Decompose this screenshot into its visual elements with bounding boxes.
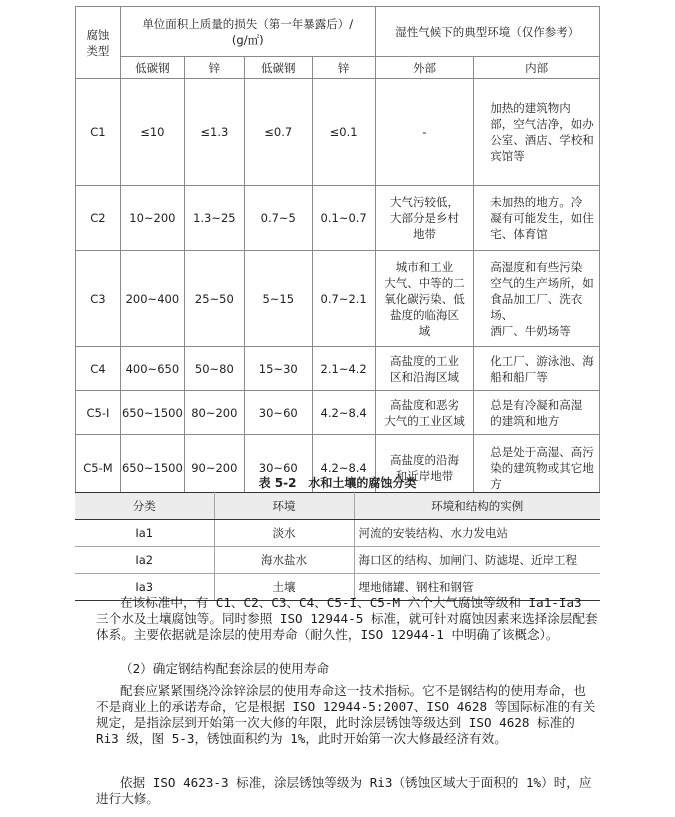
value-cell: 400~650 xyxy=(120,347,184,391)
value-cell: 50~80 xyxy=(184,347,244,391)
table-header-row xyxy=(75,493,600,520)
water-soil-corrosion-table xyxy=(75,492,600,601)
value-cell: ≤1.3 xyxy=(184,79,244,186)
type-cell: C5-M xyxy=(76,435,121,501)
inner-env-cell: 加热的建筑物内 部，空气洁净，如办 公室、酒店、学校和 宾馆等 xyxy=(474,79,600,186)
outer-env-cell: - xyxy=(375,79,474,186)
type-cell: C2 xyxy=(76,186,121,251)
paragraph: 在该标准中，有 C1、C2、C3、C4、C5-I、C5-M 六个大气腐蚀等级和 Ia1-Ia3 三个水及土壤腐蚀等。同时参照 ISO 12944-5 标准，就可针对腐蚀因素来选择涂层配套体系。主要依据就是涂层的使用寿命（耐久性，ISO 12944-1 中明确了该概念）。 xyxy=(96,595,598,642)
inner-env-cell: 高湿度和有些污染 空气的生产场所，如 食品加工厂、洗衣场、 酒厂、牛奶场等 xyxy=(474,251,600,347)
value-cell: 10~200 xyxy=(120,186,184,251)
type-cell: C4 xyxy=(76,347,121,391)
value-cell: 4.2~8.4 xyxy=(312,435,375,501)
value-cell: ≤0.7 xyxy=(244,79,312,186)
value-cell: 30~60 xyxy=(244,435,312,501)
value-cell: ≤0.1 xyxy=(312,79,375,186)
table-row xyxy=(76,347,600,391)
example-cell: 海口区的结构、加闸门、防滤堤、近岸工程 xyxy=(354,547,600,574)
subheader-cell: 锌 xyxy=(312,57,375,79)
table-row xyxy=(76,391,600,435)
column-header: 环境 xyxy=(214,493,354,520)
outer-env-cell: 城市和工业 大气、中等的二 氧化碳污染、低 盐度的临海区 域 xyxy=(375,251,474,347)
table-caption: 表 5-2 水和土壤的腐蚀分类 xyxy=(258,476,417,490)
subheader-cell: 外部 xyxy=(375,57,474,79)
table-row xyxy=(75,547,600,574)
table-row xyxy=(76,186,600,251)
value-cell: 15~30 xyxy=(244,347,312,391)
example-cell: 埋地储罐、钢柱和钢管 xyxy=(354,574,600,601)
subheader-cell: 低碳钢 xyxy=(120,57,184,79)
outer-env-cell: 高盐度的工业 区和沿海区域 xyxy=(375,347,474,391)
value-cell: 1.3~25 xyxy=(184,186,244,251)
type-cell: C1 xyxy=(76,79,121,186)
example-cell: 河流的安装结构、水力发电站 xyxy=(354,520,600,547)
class-cell: Ia3 xyxy=(75,574,214,601)
subheader-cell: 内部 xyxy=(474,57,600,79)
outer-env-cell: 高盐度的沿海 和近岸地带 xyxy=(375,435,474,501)
value-cell: 80~200 xyxy=(184,391,244,435)
environment-cell: 淡水 xyxy=(214,520,354,547)
value-cell: 200~400 xyxy=(120,251,184,347)
typical-environment-header: 湿性气候下的典型环境（仅作参考） xyxy=(375,7,599,57)
environment-cell: 海水盐水 xyxy=(214,547,354,574)
inner-env-cell: 总是处于高湿、高污 染的建筑物或其它地 方 xyxy=(474,435,600,501)
inner-env-cell: 化工厂、游泳池、海 船和船厂等 xyxy=(474,347,600,391)
table-row xyxy=(76,251,600,347)
value-cell: 5~15 xyxy=(244,251,312,347)
value-cell: 30~60 xyxy=(244,391,312,435)
inner-env-cell: 未加热的地方。冷 凝有可能发生，如住 宅、体育馆 xyxy=(474,186,600,251)
table-row xyxy=(76,79,600,186)
type-cell: C5-I xyxy=(76,391,121,435)
table-row xyxy=(75,520,600,547)
value-cell: 90~200 xyxy=(184,435,244,501)
value-cell: 650~1500 xyxy=(120,391,184,435)
section-heading: （2）确定钢结构配套涂层的使用寿命 xyxy=(120,661,330,676)
mass-loss-header: 单位面积上质量的损失（第一年暴露后）/ (g/㎡) xyxy=(120,7,375,57)
paragraph: 依据 ISO 4623-3 标准，涂层锈蚀等级为 Ri3（锈蚀区域大于面积的 1%）时，应进行大修。 xyxy=(96,775,592,806)
value-cell: 0.7~5 xyxy=(244,186,312,251)
column-header: 环境和结构的实例 xyxy=(354,493,600,520)
atmospheric-corrosion-table xyxy=(75,6,600,501)
outer-env-cell: 高盐度和恶劣 大气的工业区域 xyxy=(375,391,474,435)
value-cell: 0.1~0.7 xyxy=(312,186,375,251)
subheader-cell: 低碳钢 xyxy=(244,57,312,79)
paragraph: 配套应紧紧围绕冷涂锌涂层的使用寿命这一技术指标。它不是钢结构的使用寿命，也不是商业上的承诺寿命，它是根据 ISO 12944-5:2007、ISO 4628 等国际标准的有关规定，是指涂层到开始第一次大修的年限，此时涂层锈蚀等级达到 ISO 4628 标准的 Ri3 级，图 5-3，锈蚀面积约为 1%，此时开始第一次大修最经济有效。 xyxy=(96,683,596,746)
corrosion-type-header: 腐蚀 类型 xyxy=(76,7,121,79)
value-cell: 25~50 xyxy=(184,251,244,347)
outer-env-cell: 大气污较低， 大部分是乡村 地带 xyxy=(375,186,474,251)
subheader-cell: 锌 xyxy=(184,57,244,79)
value-cell: ≤10 xyxy=(120,79,184,186)
class-cell: Ia2 xyxy=(75,547,214,574)
column-header: 分类 xyxy=(75,493,214,520)
value-cell: 2.1~4.2 xyxy=(312,347,375,391)
inner-env-cell: 总是有冷凝和高湿 的建筑和地方 xyxy=(474,391,600,435)
value-cell: 0.7~2.1 xyxy=(312,251,375,347)
class-cell: Ia1 xyxy=(75,520,214,547)
value-cell: 4.2~8.4 xyxy=(312,391,375,435)
environment-cell: 土壤 xyxy=(214,574,354,601)
type-cell: C3 xyxy=(76,251,121,347)
value-cell: 650~1500 xyxy=(120,435,184,501)
